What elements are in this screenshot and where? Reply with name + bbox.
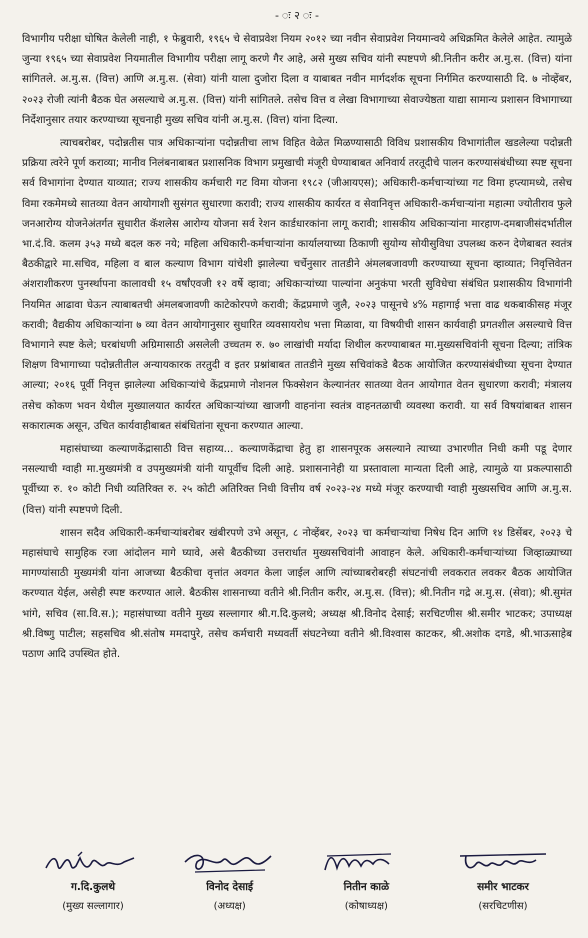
- signatory-kulthe: [28, 848, 158, 912]
- signatory-role: (सरचिटणीस): [478, 901, 528, 912]
- handwritten-signature-icon: [448, 848, 558, 878]
- handwritten-signature-icon: [311, 848, 421, 878]
- paragraph-demands-list: त्याचबरोबर, पदोन्नतीस पात्र अधिकाऱ्यांना पदोन्नतीचा लाभ विहित वेळेत मिळण्यासाठी विविध प्रशासकीय विभागांतील खडलेल्या पदोन्नती प्रक्रिया त्वरेने पूर्ण कराव्या; मानीव निलंबनाबाबत प्रशासनिक विभाग प्रमुखाची मंजूरी घेण्याबाबत अनिवार्य तरतूदीचे पालन करण्यासंबंधीच्या स्पष्ट सूचना सर्व विभागांना देण्यात याव्यात; राज्य शासकीय कर्मचारी गट विमा योजना १९८२ (जीआयएस); अधिकारी-कर्मचाऱ्यांच्या गट विमा हप्त्यामध्ये, तसेच विमा रकमेमध्ये सातव्या वेतन आयोगाशी सुसंगत सुधारणा करावी; राज्य शासकीय कार्यरत व सेवानिवृत्त अधिकारी-कर्मचाऱ्यांना महात्मा ज्योतीराव फुले जनआरोग्य योजनेअंतर्गत सुधारीत कॅशलेस आरोग्य योजना सर्व रेशन कार्डधारकांना लागू करावी; शासकीय अधिकाऱ्यांना मारहाण-दमबाजीसंदर्भातील भा.दं.वि. कलम ३५३ मध्ये बदल करु नये; महिला अधिकारी-कर्मचाऱ्यांना कार्यालयाच्या ठिकाणी सुयोग्य सोयीसुविधा उपलब्ध करुन देणेबाबत स्वतंत्र बैठकीद्वारे मा.सचिव, महिला व बाल कल्याण विभाग यांचेशी झालेल्या चर्चेनुसार तातडीने अंमलबजावणी करण्याच्या सूचना व्हाव्यात; निवृत्तिवेतन अंशराशीकरण पुनर्स्थापना कालावधी १५ वर्षांएवजी १२ वर्षे व्हावा; अधिकाऱ्यांच्या पाल्यांना अनुकंपा भरती सुविधेचा संबंधित प्रशासकीय विभागांनी नियमित आढावा घेऊन त्याबाबतची अंमलबजावणी काटेकोरपणे करावी; केंद्रप्रमाणे जुलै, २०२३ पासूनचे ४% महागाई भत्ता वाढ थकबाकीसह मंजूर करावी; वैद्यकीय अधिकाऱ्यांना ७ व्या वेतन आयोगानुसार सुधारित व्यवसायरोध भत्ता मिळावा, या विषयीची शासन कार्यवाही प्रगतशील असल्याचे वित्त विभागाने स्पष्ट केले; घरबांधणी अग्रिमासाठी असलेली उच्चतम रु. ७० लाखांची मर्यादा शिथील करण्याबाबत मा.मुख्यसचिवांनी सूचना दिल्या; तांत्रिक शिक्षण विभागाच्या पदोन्नतीतील अन्यायकारक तरतुदी व इतर प्रश्नांबाबत तातडीने मुख्य सचिवांकडे बैठक आयोजित करण्यासंबंधीच्या सूचना देण्यात आल्या; २०१६ पूर्वी निवृत्त झालेल्या अधिकाऱ्यांचे केंद्रप्रमाणे नोशनल फिक्सेशन केल्यानंतर सातव्या वेतन आयोगात वेतन सुधारणा करावी; मंत्रालय तसेच कोकण भवन येथील मुख्यालयात कार्यरत अधिकाऱ्यांच्या खाजगी वाहनांना स्वतंत्र वाहनतळाची व्यवस्था करावी. या सर्व विषयांबाबत शासन सकारात्मक असून, उचित कार्यवाहीबाबत संबंधितांना सूचना करण्यात आल्या.: [22, 137, 572, 432]
- signature-block: [28, 848, 568, 912]
- signatory-name: विनोद देसाई: [206, 881, 254, 893]
- signatory-name: नितीन काळे: [343, 881, 390, 893]
- signatory-role: (कोषाध्यक्ष): [344, 901, 388, 912]
- signatory-desai: [165, 848, 295, 912]
- paragraph-meeting-attendees: शासन सदैव अधिकारी-कर्मचाऱ्यांबरोबर खंबीरपणे उभे असून, ८ नोव्हेंबर, २०२३ चा कर्मचाऱ्यांचा निषेध दिन आणि १४ डिसेंबर, २०२३ चे महासंघाचे सामुहिक रजा आंदोलन मागे घ्यावे, असे बैठकीच्या उत्तरार्धात मुख्यसचिवांनी आवाहन केले. अधिकारी-कर्मचाऱ्यांच्या जिव्हाळ्याच्या मागण्यांसाठी मुख्यमंत्री यांना आजच्या बैठकीचा वृत्तांत अवगत केला जाईल आणि त्यांच्याबरोबरही संघटनांची लवकरात लवकर बैठक आयोजित करण्यात येईल, असेही स्पष्ट करण्यात आले. बैठकीस शासनाच्या वतीने श्री.नितीन करीर, अ.मु.स. (वित्त); श्री.नितीन गद्रे अ.मु.स. (सेवा); श्री.सुमंत भांगे, सचिव (सा.वि.स.); महासंघाच्या वतीने मुख्य सल्लागार श्री.ग.दि.कुलथे; अध्यक्ष श्री.विनोद देसाई; सरचिटणीस श्री.समीर भाटकर; उपाध्यक्ष श्री.विष्णु पाटील; सहसचिव श्री.संतोष ममदापुरे, तसेच कर्मचारी मध्यवर्ती संघटनेच्या वतीने श्री.विश्वास काटकर, श्री.अशोक दगडे, श्री.भाऊसाहेब पठाण आदि उपस्थित होते.: [22, 526, 572, 661]
- paragraph-welfare-centre-funding: महासंघाच्या कल्याणकेंद्रासाठी वित्त सहाय्य... कल्याणकेंद्राचा हेतु हा शासनपूरक असल्याने त्याच्या उभारणीत निधी कमी पडू देणार नसल्याची ग्वाही मा.मुख्यमंत्री व उपमुख्यमंत्री यांनी यापूर्वीच दिली आहे. प्रशासनानेही या प्रस्तावाला मान्यता दिली आहे, त्यामुळे या प्रकल्पासाठी पूर्वीच्या रु. १० कोटी निधी व्यतिरिक्त रु. २५ कोटी अतिरिक्त निधी वित्तीय वर्ष २०२३-२४ मध्ये मंजूर करण्याची ग्वाही मुख्यसचिव आणि अ.मु.स. (वित्त) यांनी स्पष्टपणे दिली.: [22, 443, 572, 516]
- page-number: - ः २ ः -: [275, 9, 319, 22]
- handwritten-signature-icon: [38, 848, 148, 878]
- handwritten-signature-icon: [175, 848, 285, 878]
- signatory-role: (मुख्य सल्लागार): [62, 901, 124, 912]
- signatory-role: (अध्यक्ष): [213, 901, 246, 912]
- signatory-name: समीर भाटकर: [477, 881, 529, 893]
- signatory-name: ग.दि.कुलथे: [70, 881, 116, 893]
- paragraph-departmental-exam: विभागीय परीक्षा घोषित केलेली नाही, १ फेब्रुवारी, १९६५ चे सेवाप्रवेश नियम २०१२ च्या नवीन सेवाप्रवेश नियमान्वये अधिक्रमित केलेले आहेत. त्यामुळे जुन्या १९६५ च्या सेवाप्रवेश नियमातील विभागीय परीक्षा लागू करणे गैर आहे, असे मुख्य सचिव यांनी स्पष्टपणे श्री.नितीन करीर अ.मु.स. (वित्त) यांना सांगितले. अ.मु.स. (वित्त) आणि अ.मु.स. (सेवा) यांनी याला दुजोरा दिला व याबाबत नवीन मार्गदर्शक सूचना निर्गमित करण्यासाठी दि. ७ नोव्हेंबर, २०२३ रोजी त्यांनी बैठक घेत असल्याचे अ.मु.स. (वित्त) यांनी सांगितले. तसेच वित्त व लेखा विभागाच्या सेवाज्येष्ठता याद्या सामान्य प्रशासन विभागाच्या निर्देशानुसार तयार करण्याच्या सूचनाही मुख्य सचिव यांनी अ.मु.स. (वित्त) यांना दिल्या.: [22, 33, 572, 126]
- signatory-bhatkar: [438, 848, 568, 912]
- signatory-kale: [301, 848, 431, 912]
